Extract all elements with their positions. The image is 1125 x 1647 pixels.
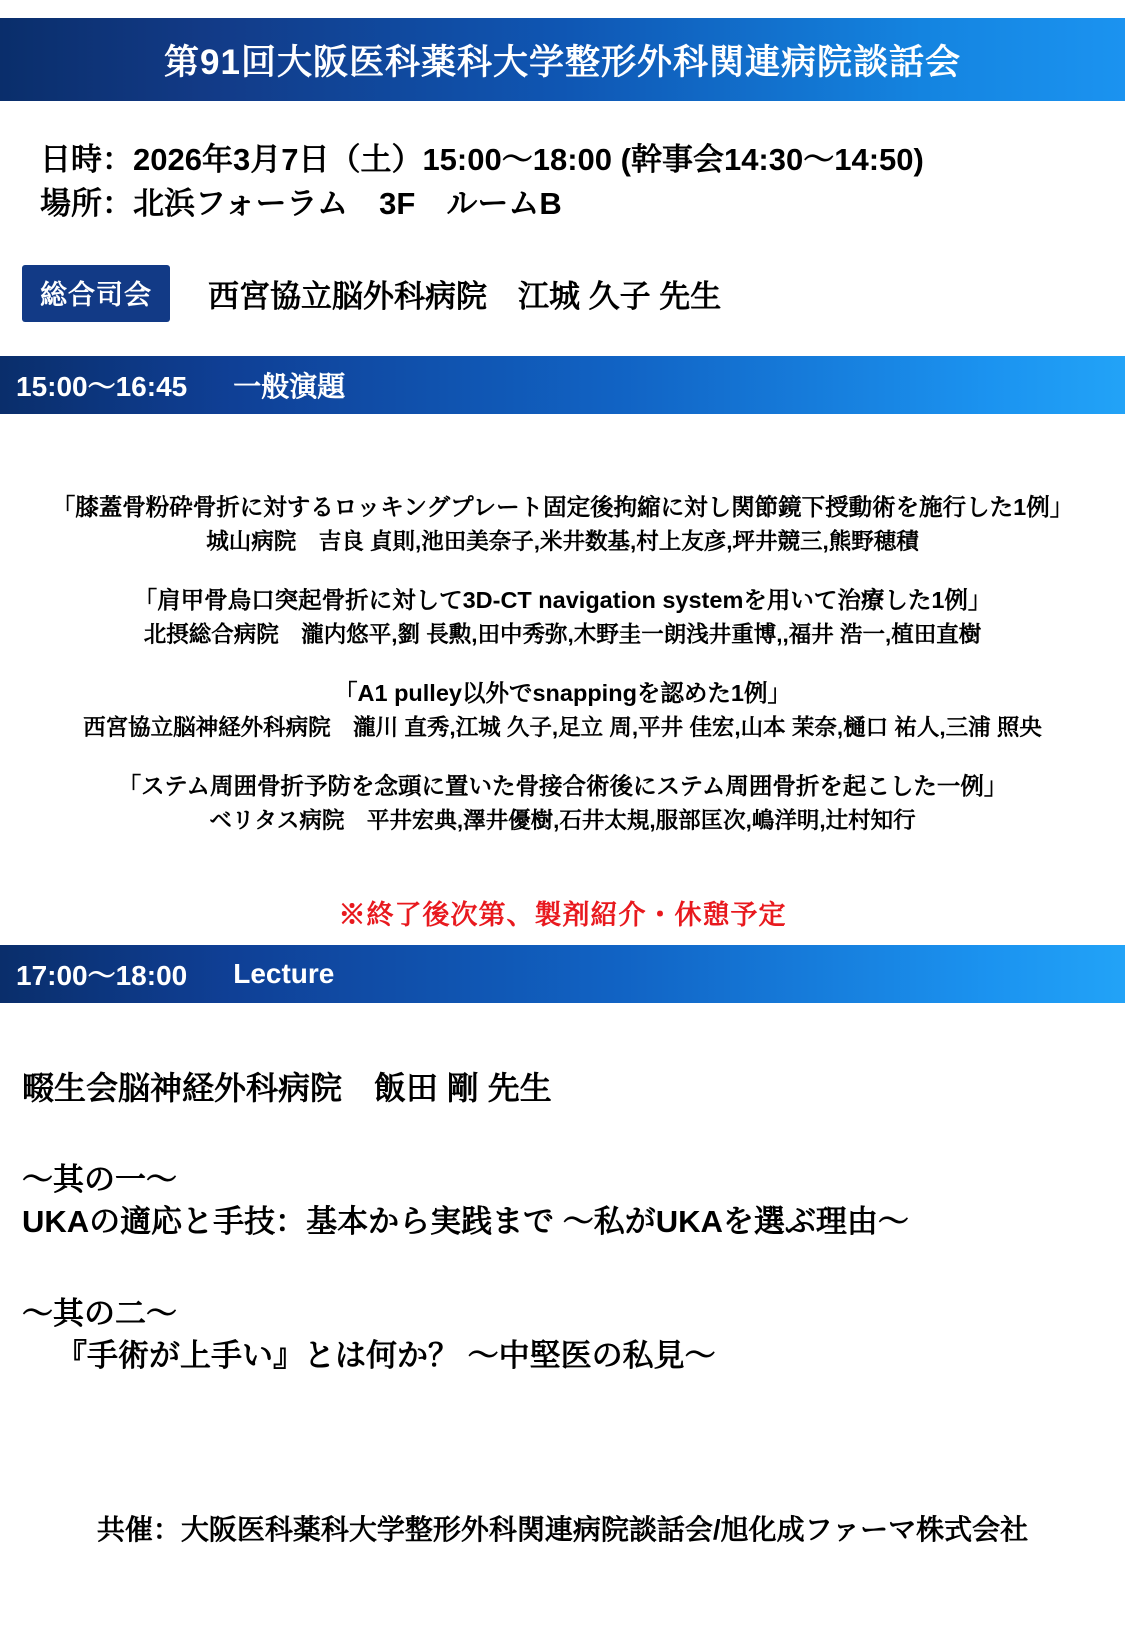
talk-title: 「ステム周囲骨折予防を念頭に置いた骨接合術後にステム周囲骨折を起こした一例」 — [117, 773, 1008, 800]
lecture-speaker: 畷生会脳神経外科病院 飯田 剛 先生 — [22, 1070, 552, 1106]
chair-name: 西宮協立脳外科病院 江城 久子 先生 — [208, 279, 722, 314]
lecture-part-label: 〜其の二〜 — [22, 1295, 177, 1331]
break-notice: ※終了後次第、製剤紹介・休憩予定 — [338, 900, 787, 930]
lecture-part-title: UKAの適応と手技：基本から実践まで 〜私がUKAを選ぶ理由〜 — [22, 1203, 909, 1239]
chairperson-row — [22, 265, 721, 322]
lecture-session-label: Lecture — [233, 958, 335, 989]
talk-item — [0, 585, 1125, 650]
talk-item — [0, 492, 1125, 557]
talk-item — [0, 771, 1125, 836]
event-datetime: 日時：2026年3月7日（土）15:00〜18:00 (幹事会14:30〜14:50) — [40, 142, 924, 177]
cosponsor-footer: 共催：大阪医科薬科大学整形外科関連病院談話会/旭化成ファーマ株式会社 — [96, 1514, 1029, 1545]
talk-authors: 西宮協立脳神経外科病院 瀧川 直秀,江城 久子,足立 周,平井 佳宏,山本 茉奈,樋口 祐人,三浦 照央 — [83, 714, 1042, 740]
lecture-part — [22, 1293, 1112, 1377]
lecture-content — [22, 1063, 1112, 1376]
talk-title: 「膝蓋骨粉砕骨折に対するロッキングプレート固定後拘縮に対し関節鏡下授動術を施行した1例」 — [51, 494, 1074, 520]
chair-badge: 総合司会 — [22, 265, 170, 322]
general-session-talk-list — [0, 492, 1125, 864]
event-info — [40, 138, 1090, 226]
talk-authors: 北摂総合病院 瀧内悠平,劉 長勲,田中秀弥,木野圭一朗浅井重博,,福井 浩一,植田直樹 — [143, 621, 982, 647]
general-session-label: 一般演題 — [233, 371, 346, 402]
page-title: 第91回大阪医科薬科大学整形外科関連病院談話会 — [164, 42, 961, 82]
talk-item — [0, 678, 1125, 743]
talk-title: 「A1 pulley以外でsnappingを認めた1例」 — [334, 680, 791, 707]
section-bar-general — [0, 356, 1125, 414]
lecture-part-title: 『手術が上手い』とは何か？ 〜中堅医の私見〜 — [56, 1337, 716, 1373]
lecture-session-time: 17:00〜18:00 — [16, 960, 188, 991]
general-session-time: 15:00〜16:45 — [16, 371, 188, 402]
talk-authors: 城山病院 吉良 貞則,池田美奈子,米井数基,村上友彦,坪井競三,熊野穂積 — [206, 528, 919, 554]
talk-authors: ベリタス病院 平井宏典,澤井優樹,石井太規,服部匡次,嶋洋明,辻村知行 — [209, 808, 916, 833]
page-header-band — [0, 18, 1125, 101]
lecture-part — [22, 1159, 1112, 1243]
section-bar-lecture — [0, 945, 1125, 1003]
event-venue: 場所：北浜フォーラム 3F ルームB — [40, 186, 562, 222]
talk-title: 「肩甲骨烏口突起骨折に対して3D-CT navigation systemを用いて治療した1例」 — [133, 587, 992, 614]
lecture-part-label: 〜其の一〜 — [22, 1162, 177, 1197]
